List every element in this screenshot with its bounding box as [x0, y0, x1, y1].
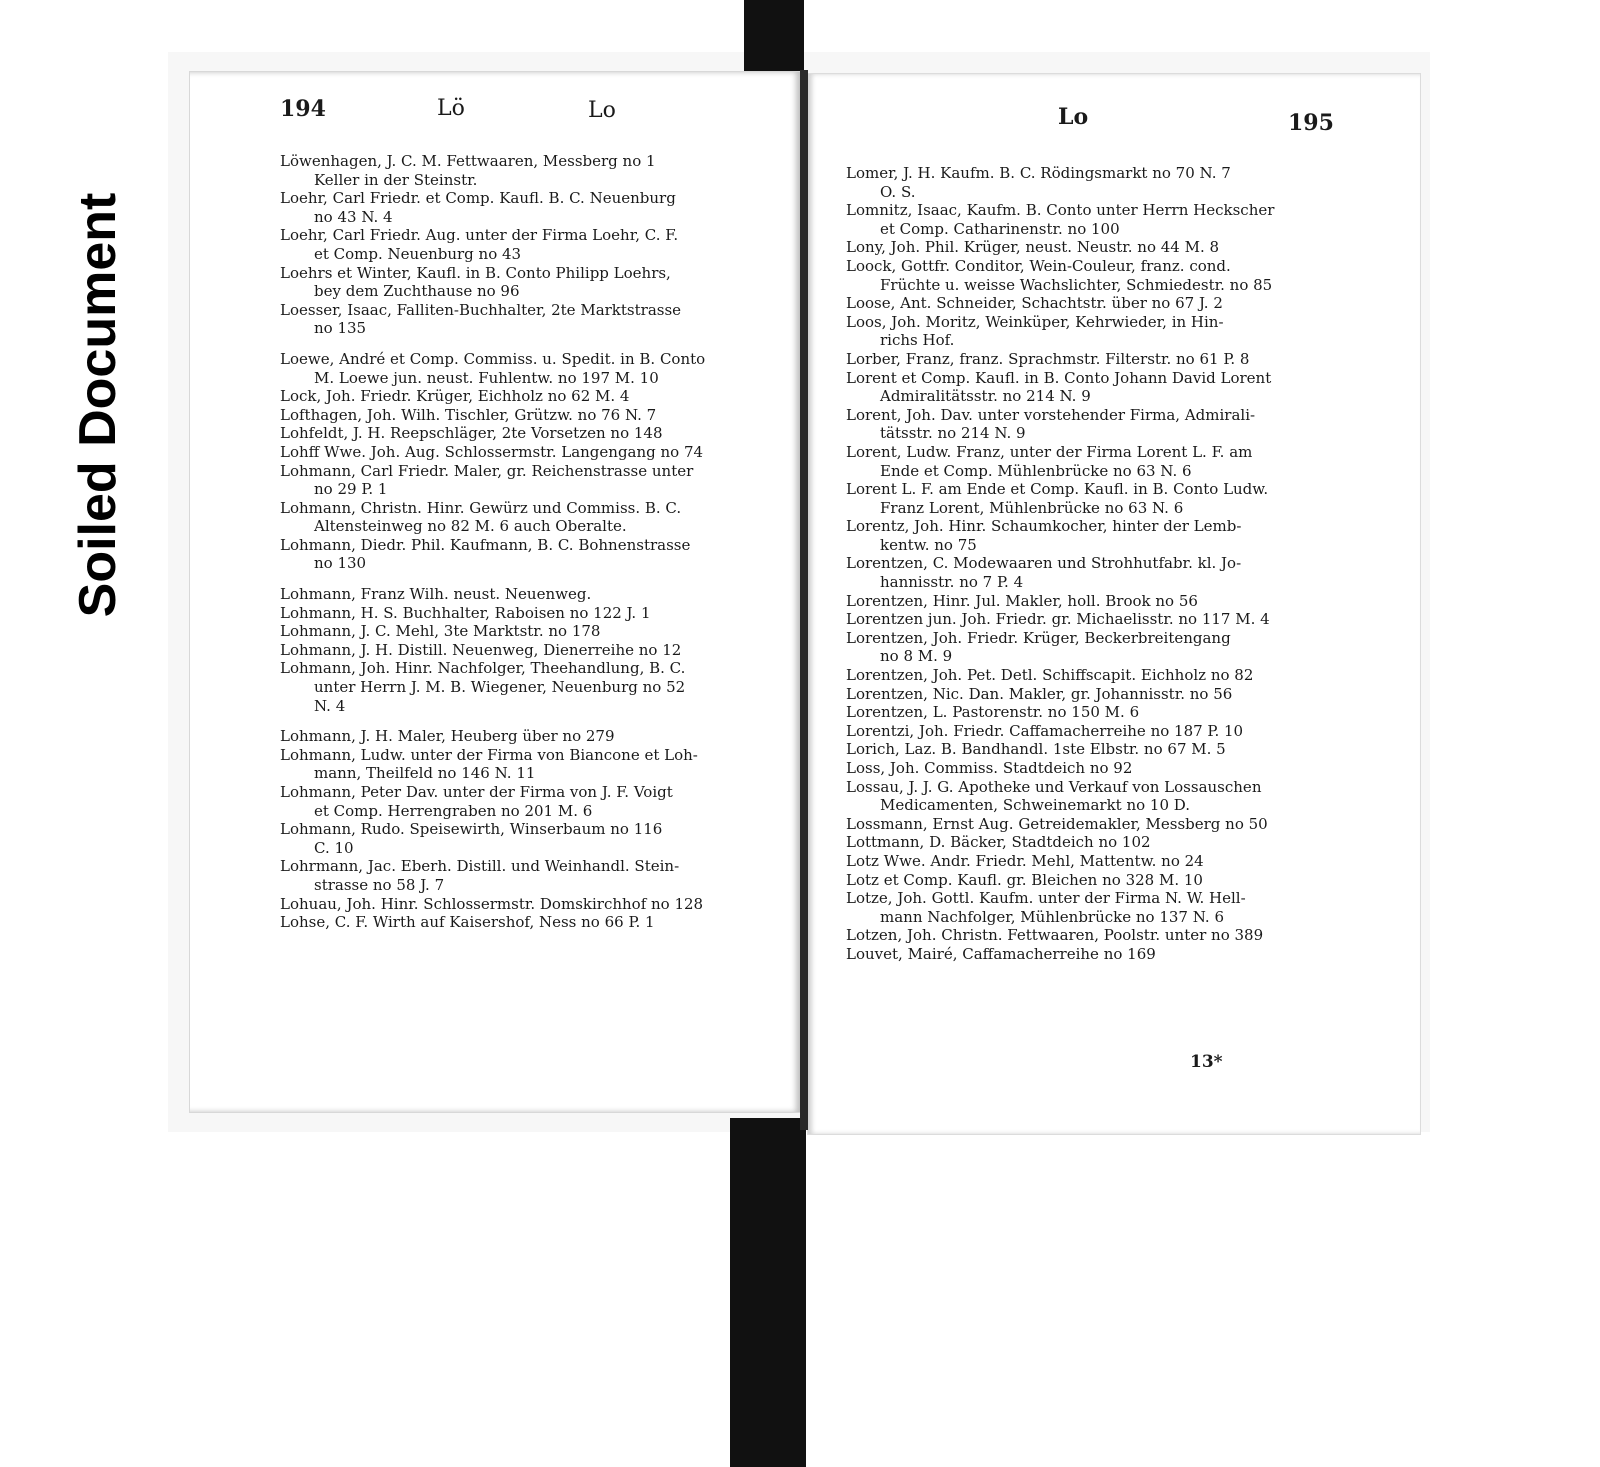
- entry-main-line: Louvet, Mairé, Caffamacherreihe no 169: [846, 944, 1156, 963]
- entry-main-line: Lohmann, Christn. Hinr. Gewürz und Commiss. B. C.: [280, 498, 682, 517]
- entry-main-line: Lohmann, J. H. Distill. Neuenweg, Dienerreihe no 12: [280, 640, 682, 659]
- left-page-entries: [280, 152, 788, 932]
- directory-entry: [846, 685, 1356, 704]
- entry-main-line: Lorentz, Joh. Hinr. Schaumkocher, hinter der Lemb-: [846, 517, 1242, 536]
- directory-entry: [846, 703, 1356, 722]
- left-page-header-2: Lo: [588, 98, 616, 123]
- directory-entry: [280, 913, 788, 932]
- entry-main-line: Lottmann, D. Bäcker, Stadtdeich no 102: [846, 833, 1151, 852]
- entry-continuation-line: et Comp. Herrengraben no 201 M. 6: [314, 801, 593, 820]
- entry-main-line: Lorentzen, Nic. Dan. Makler, gr. Johannisstr. no 56: [846, 684, 1233, 703]
- entry-continuation-line: mann Nachfolger, Mühlenbrücke no 137 N. 6: [880, 907, 1224, 926]
- entry-main-line: Lotze, Joh. Gottl. Kaufm. unter der Firma N. W. Hell-: [846, 889, 1246, 908]
- entry-main-line: Loesser, Isaac, Falliten-Buchhalter, 2te Marktstrasse: [280, 300, 682, 319]
- entry-main-line: Löwenhagen, J. C. M. Fettwaaren, Messberg no 1: [280, 152, 656, 170]
- entry-main-line: Lohmann, J. C. Mehl, 3te Marktstr. no 178: [280, 622, 601, 641]
- directory-entry: [280, 604, 788, 623]
- entry-continuation-line: Früchte u. weisse Wachslichter, Schmiedestr. no 85: [880, 275, 1273, 294]
- directory-entry: [280, 536, 788, 573]
- directory-entry: [846, 480, 1356, 517]
- entry-main-line: Lohfeldt, J. H. Reepschläger, 2te Vorsetzen no 148: [280, 424, 663, 443]
- entry-continuation-line: C. 10: [314, 838, 354, 857]
- directory-entry: [846, 554, 1356, 591]
- directory-entry: [846, 740, 1356, 759]
- directory-entry: [280, 659, 788, 696]
- directory-entry: [280, 857, 788, 894]
- book-spine: [800, 70, 808, 1130]
- directory-entry: [280, 226, 788, 263]
- entry-main-line: Lomer, J. H. Kaufm. B. C. Rödingsmarkt no 70 N. 7: [846, 164, 1231, 182]
- directory-entry: [846, 406, 1356, 443]
- entry-continuation-line: unter Herrn J. M. B. Wiegener, Neuenburg no 52: [314, 678, 686, 697]
- directory-entry: [280, 350, 788, 387]
- entry-main-line: Lorent, Joh. Dav. unter vorstehender Firma, Admirali-: [846, 405, 1256, 424]
- directory-entry: [846, 592, 1356, 611]
- directory-entry: [280, 462, 788, 499]
- directory-entry: [280, 820, 788, 857]
- entry-continuation-line: M. Loewe jun. neust. Fuhlentw. no 197 M. 10: [314, 368, 659, 387]
- directory-entry: [280, 406, 788, 425]
- directory-entry: [280, 585, 788, 604]
- entry-main-line: Lohmann, Diedr. Phil. Kaufmann, B. C. Bohnenstrasse: [280, 535, 691, 554]
- right-page-entries: [846, 164, 1356, 964]
- entry-main-line: Loos, Joh. Moritz, Weinküper, Kehrwieder, in Hin-: [846, 312, 1224, 331]
- entry-continuation-line: Admiralitätsstr. no 214 N. 9: [880, 387, 1091, 406]
- entry-main-line: Lohrmann, Jac. Eberh. Distill. und Weinhandl. Stein-: [280, 857, 680, 876]
- entry-main-line: Lorent, Ludw. Franz, unter der Firma Lorent L. F. am: [846, 442, 1253, 461]
- left-page-header-1: Lö: [437, 96, 465, 121]
- entry-main-line: Lorentzen, C. Modewaaren und Strohhutfabr. kl. Jo-: [846, 554, 1242, 573]
- stamp-text: Soiled Document: [69, 192, 127, 618]
- directory-entry: [280, 387, 788, 406]
- directory-entry: [280, 895, 788, 914]
- directory-entry: [280, 697, 788, 716]
- directory-entry: [846, 369, 1356, 406]
- directory-entry: [846, 313, 1356, 350]
- entry-main-line: Lohmann, Carl Friedr. Maler, gr. Reichenstrasse unter: [280, 461, 694, 480]
- entry-main-line: Loehr, Carl Friedr. Aug. unter der Firma Loehr, C. F.: [280, 226, 679, 245]
- entry-main-line: Loss, Joh. Commiss. Stadtdeich no 92: [846, 759, 1133, 777]
- entry-continuation-line: strasse no 58 J. 7: [314, 875, 445, 894]
- directory-entry: [846, 945, 1356, 964]
- entry-continuation-line: no 29 P. 1: [314, 480, 388, 499]
- right-page-number: 195: [1288, 110, 1334, 136]
- binding-strip-top: [744, 0, 804, 78]
- right-page-header: Lo: [1058, 104, 1089, 130]
- directory-entry: [846, 666, 1356, 685]
- directory-entry: [846, 889, 1356, 926]
- entry-main-line: Lorber, Franz, franz. Sprachmstr. Filterstr. no 61 P. 8: [846, 349, 1250, 368]
- entry-continuation-line: no 130: [314, 554, 367, 573]
- directory-entry: [846, 815, 1356, 834]
- directory-entry: [846, 443, 1356, 480]
- directory-entry: [280, 189, 788, 226]
- entry-main-line: Lohmann, Rudo. Speisewirth, Winserbaum no 116: [280, 820, 663, 839]
- entry-main-line: Lohmann, Joh. Hinr. Nachfolger, Theehandlung, B. C.: [280, 659, 686, 678]
- binding-strip-bottom: [730, 1118, 806, 1467]
- entry-main-line: Lohff Wwe. Joh. Aug. Schlossermstr. Langengang no 74: [280, 442, 704, 461]
- directory-entry: [846, 629, 1356, 666]
- directory-entry: [846, 517, 1356, 554]
- entry-main-line: Lossmann, Ernst Aug. Getreidemakler, Messberg no 50: [846, 814, 1268, 833]
- entry-main-line: Loose, Ant. Schneider, Schachtstr. über no 67 J. 2: [846, 294, 1223, 313]
- entry-main-line: Loock, Gottfr. Conditor, Wein-Couleur, franz. cond.: [846, 256, 1231, 275]
- entry-continuation-line: Ende et Comp. Mühlenbrücke no 63 N. 6: [880, 461, 1192, 480]
- directory-entry: [280, 746, 788, 783]
- entry-continuation-line: et Comp. Catharinenstr. no 100: [880, 219, 1120, 238]
- directory-entry: [280, 622, 788, 641]
- entry-main-line: Lohse, C. F. Wirth auf Kaisershof, Ness no 66 P. 1: [280, 913, 655, 932]
- signature-mark: 13*: [1190, 1052, 1223, 1072]
- entry-main-line: Lorentzen jun. Joh. Friedr. gr. Michaelisstr. no 117 M. 4: [846, 610, 1270, 629]
- directory-entry: [280, 443, 788, 462]
- entry-main-line: Lorent L. F. am Ende et Comp. Kaufl. in B. Conto Ludw.: [846, 480, 1269, 499]
- entry-main-line: Lock, Joh. Friedr. Krüger, Eichholz no 62 M. 4: [280, 387, 630, 406]
- directory-entry: [846, 294, 1356, 313]
- entry-main-line: Lorich, Laz. B. Bandhandl. 1ste Elbstr. no 67 M. 5: [846, 740, 1226, 759]
- left-page-number: 194: [280, 96, 326, 122]
- directory-entry: [846, 778, 1356, 815]
- directory-entry: [280, 264, 788, 301]
- entry-main-line: Lohmann, H. S. Buchhalter, Raboisen no 122 J. 1: [280, 603, 651, 622]
- directory-entry: [846, 852, 1356, 871]
- directory-entry: [846, 722, 1356, 741]
- directory-entry: [846, 257, 1356, 294]
- entry-main-line: Lomnitz, Isaac, Kaufm. B. Conto unter Herrn Heckscher: [846, 201, 1275, 220]
- entry-main-line: Lohmann, Peter Dav. unter der Firma von J. F. Voigt: [280, 783, 673, 801]
- directory-entry: [280, 727, 788, 746]
- entry-main-line: Lofthagen, Joh. Wilh. Tischler, Grützw. no 76 N. 7: [280, 405, 657, 424]
- entry-continuation-line: Franz Lorent, Mühlenbrücke no 63 N. 6: [880, 498, 1184, 517]
- entry-continuation-line: mann, Theilfeld no 146 N. 11: [314, 764, 536, 783]
- directory-entry: [280, 499, 788, 536]
- entry-main-line: Lorent et Comp. Kaufl. in B. Conto Johann David Lorent: [846, 368, 1272, 387]
- directory-entry: [280, 301, 788, 338]
- entry-main-line: Lohuau, Joh. Hinr. Schlossermstr. Domskirchhof no 128: [280, 894, 704, 913]
- directory-entry: [280, 783, 788, 820]
- directory-entry: [846, 238, 1356, 257]
- directory-entry: [846, 350, 1356, 369]
- directory-entry: [846, 164, 1356, 201]
- entry-main-line: Loewe, André et Comp. Commiss. u. Spedit. in B. Conto: [280, 349, 706, 368]
- entry-continuation-line: tätsstr. no 214 N. 9: [880, 424, 1026, 443]
- soiled-document-stamp: [58, 150, 138, 660]
- entry-continuation-line: Medicamenten, Schweinemarkt no 10 D.: [880, 796, 1191, 815]
- entry-main-line: Lohmann, Franz Wilh. neust. Neuenweg.: [280, 585, 592, 604]
- entry-continuation-line: richs Hof.: [880, 331, 955, 350]
- directory-entry: [280, 424, 788, 443]
- entry-main-line: Lohmann, Ludw. unter der Firma von Biancone et Loh-: [280, 745, 698, 764]
- entry-continuation-line: no 135: [314, 319, 367, 338]
- directory-entry: [846, 759, 1356, 778]
- directory-entry: [280, 152, 788, 189]
- directory-entry: [846, 610, 1356, 629]
- entry-continuation-line: hannisstr. no 7 P. 4: [880, 573, 1024, 592]
- entry-main-line: Lorentzen, L. Pastorenstr. no 150 M. 6: [846, 703, 1140, 722]
- entry-main-line: Loehr, Carl Friedr. et Comp. Kaufl. B. C. Neuenburg: [280, 189, 676, 208]
- entry-continuation-line: bey dem Zuchthause no 96: [314, 282, 520, 301]
- entry-continuation-line: O. S.: [880, 182, 916, 201]
- entry-main-line: Lorentzen, Joh. Friedr. Krüger, Beckerbreitengang: [846, 628, 1231, 647]
- entry-main-line: Lorentzen, Hinr. Jul. Makler, holl. Brook no 56: [846, 591, 1198, 610]
- entry-continuation-line: et Comp. Neuenburg no 43: [314, 244, 522, 263]
- entry-continuation-line: Altensteinweg no 82 M. 6 auch Oberalte.: [314, 517, 627, 536]
- entry-main-line: Loehrs et Winter, Kaufl. in B. Conto Philipp Loehrs,: [280, 263, 671, 282]
- directory-entry: [846, 926, 1356, 945]
- entry-continuation-line: no 8 M. 9: [880, 647, 953, 666]
- entry-main-line: Lorentzen, Joh. Pet. Detl. Schiffscapit. Eichholz no 82: [846, 666, 1254, 685]
- entry-continuation-line: Keller in der Steinstr.: [314, 170, 478, 189]
- entry-main-line: Lossau, J. J. G. Apotheke und Verkauf von Lossauschen: [846, 777, 1262, 796]
- entry-main-line: Lotzen, Joh. Christn. Fettwaaren, Poolstr. unter no 389: [846, 926, 1264, 945]
- entry-main-line: Lohmann, J. H. Maler, Heuberg über no 279: [280, 727, 615, 746]
- directory-entry: [846, 201, 1356, 238]
- directory-entry: [846, 833, 1356, 852]
- entry-main-line: Lotz et Comp. Kaufl. gr. Bleichen no 328 M. 10: [846, 870, 1203, 889]
- entry-main-line: Lony, Joh. Phil. Krüger, neust. Neustr. no 44 M. 8: [846, 238, 1220, 257]
- entry-continuation-line: kentw. no 75: [880, 535, 977, 554]
- entry-main-line: Lorentzi, Joh. Friedr. Caffamacherreihe no 187 P. 10: [846, 721, 1244, 740]
- entry-continuation-line: N. 4: [314, 696, 346, 715]
- entry-continuation-line: no 43 N. 4: [314, 207, 393, 226]
- directory-entry: [846, 871, 1356, 890]
- directory-entry: [280, 641, 788, 660]
- entry-main-line: Lotz Wwe. Andr. Friedr. Mehl, Mattentw. no 24: [846, 851, 1204, 870]
